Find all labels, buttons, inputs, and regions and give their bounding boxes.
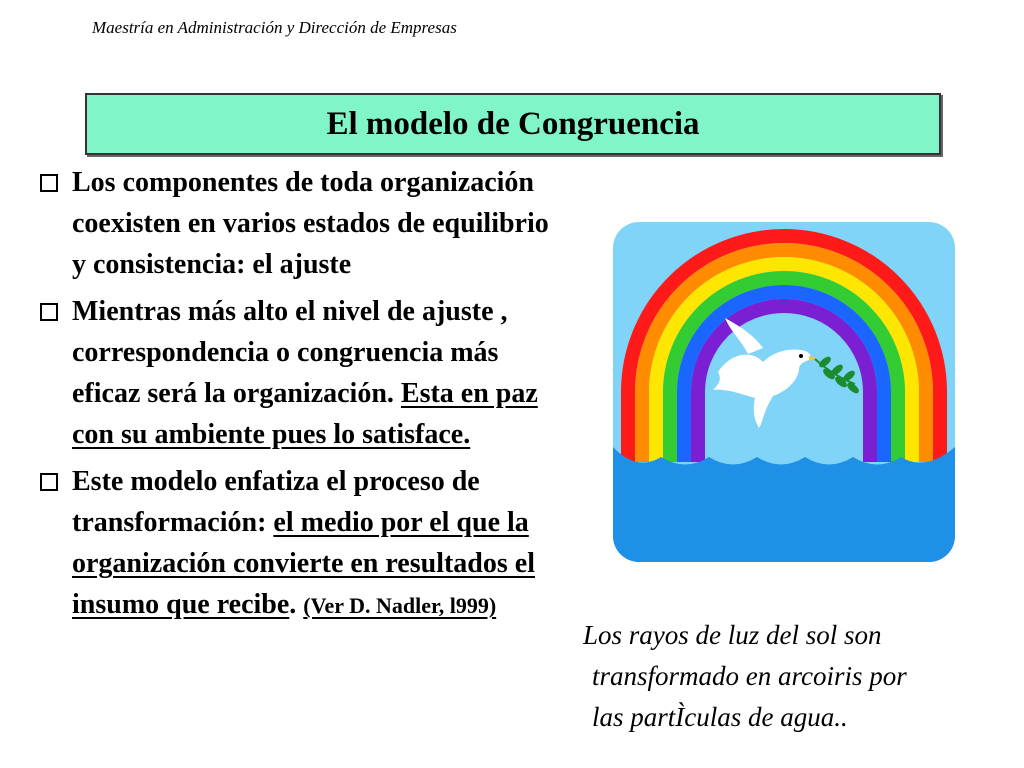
slide-title-box bbox=[85, 93, 941, 155]
bullet-text: Los componentes de toda organización coexisten en varios estados de equilibrio y consistencia: el ajuste bbox=[72, 167, 549, 280]
bullet-text-underlined: el medio por el que la organización convierte en resultados el insumo que recibe bbox=[72, 507, 535, 620]
rainbow-illustration bbox=[613, 222, 955, 562]
bullet-text-after: . bbox=[289, 589, 304, 620]
bullet-text-underlined: Esta en paz con su ambiente pues lo satisface. bbox=[72, 378, 538, 450]
bullet-text-plain: Este modelo enfatiza el proceso de transformación: bbox=[72, 466, 480, 538]
bullet-text bbox=[72, 461, 560, 626]
checkbox-bullet-icon bbox=[40, 303, 58, 321]
header-subtitle: Maestría en Administración y Dirección de Empresas bbox=[92, 18, 457, 37]
checkbox-bullet-icon bbox=[40, 174, 58, 192]
image-caption bbox=[583, 615, 1013, 738]
bullet-text-plain: Mientras más alto el nivel de ajuste , correspondencia o congruencia más eficaz será la organización. bbox=[72, 296, 508, 409]
bullet-list bbox=[40, 162, 560, 632]
bullet-text bbox=[72, 291, 560, 455]
bullet-item bbox=[40, 461, 560, 626]
citation: (Ver D. Nadler, l999) bbox=[303, 593, 497, 618]
rainbow-icon bbox=[613, 222, 955, 562]
slide-title: El modelo de Congruencia bbox=[326, 105, 700, 142]
checkbox-bullet-icon bbox=[40, 473, 58, 491]
bullet-item bbox=[40, 162, 560, 285]
caption-line: transformado en arcoiris por bbox=[592, 661, 907, 691]
caption-line: las partÌculas de agua.. bbox=[592, 702, 848, 732]
caption-line: Los rayos de luz del sol son bbox=[583, 620, 882, 650]
bullet-item bbox=[40, 291, 560, 455]
